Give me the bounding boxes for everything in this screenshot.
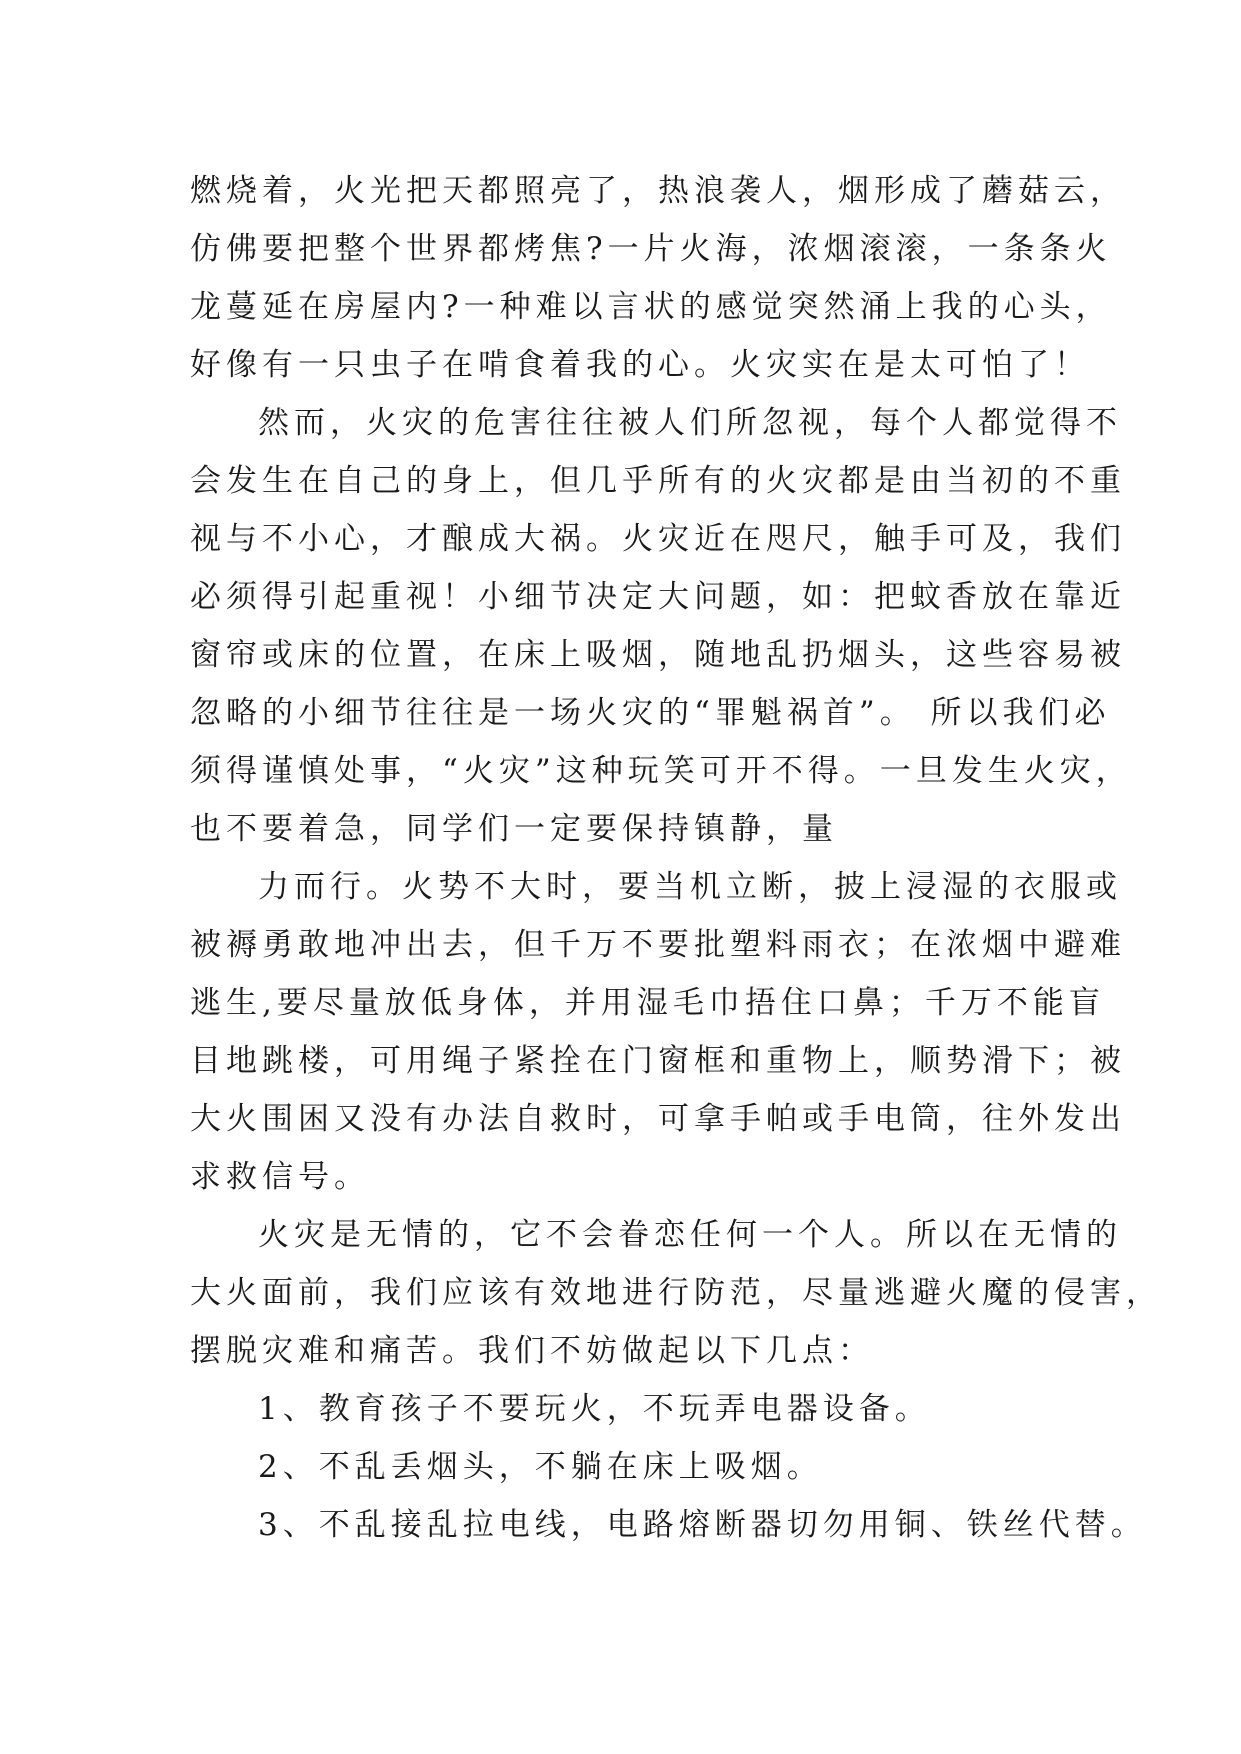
text-line: 目地跳楼，可用绳子紧拴在门窗框和重物上，顺势滑下；被 [190,1043,1126,1079]
text-line: 须得谨慎处事，“火灾”这种玩笑可开不得。一旦发生火灾， [190,753,1132,789]
text-line: 大火围困又没有办法自救时，可拿手帕或手电筒，往外发出 [190,1101,1126,1137]
text-line: 被褥勇敢地冲出去，但千万不要批塑料雨衣；在浓烟中避难 [190,927,1126,963]
text-line: 窗帘或床的位置，在床上吸烟，随地乱扔烟头，这些容易被 [190,637,1126,673]
body-text [190,162,1162,1554]
text-line: 逃生,要尽量放低身体，并用湿毛巾捂住口鼻；千万不能盲 [190,985,1105,1021]
list-item: 3、不乱接乱拉电线，电路熔断器切勿用铜、铁丝代替。 [258,1507,1147,1543]
paragraph-first-line: 然而，火灾的危害往往被人们所忽视，每个人都觉得不 [258,405,1122,441]
text-line: 大火面前，我们应该有效地进行防范，尽量逃避火魔的侵害， [190,1275,1162,1311]
text-line: 忽略的小细节往往是一场火灾的“罪魁祸首”。 所以我们必 [190,695,1111,731]
paragraph-first-line: 火灾是无情的，它不会眷恋任何一个人。所以在无情的 [258,1217,1122,1253]
paragraph-first-line: 力而行。火势不大时，要当机立断，披上浸湿的衣服或 [258,869,1122,905]
list-item: 1、教育孩子不要玩火，不玩弄电器设备。 [258,1391,931,1427]
text-line: 必须得引起重视！小细节决定大问题，如：把蚊香放在靠近 [190,579,1126,615]
text-line: 视与不小心，才酿成大祸。火灾近在咫尺，触手可及，我们 [190,521,1126,557]
text-line: 仿佛要把整个世界都烤焦?一片火海，浓烟滚滚，一条条火 [190,231,1112,267]
text-line: 龙蔓延在房屋内?一种难以言状的感觉突然涌上我的心头， [190,289,1112,325]
list-item: 2、不乱丢烟头，不躺在床上吸烟。 [258,1449,823,1485]
text-line: 好像有一只虫子在啃食着我的心。火灾实在是太可怕了！ [190,347,1090,383]
text-line: 会发生在自己的身上，但几乎所有的火灾都是由当初的不重 [190,463,1126,499]
text-line: 摆脱灾难和痛苦。我们不妨做起以下几点： [190,1333,874,1369]
text-line: 也不要着急，同学们一定要保持镇静，量 [190,811,838,847]
text-line: 求救信号。 [190,1159,370,1195]
text-line: 燃烧着，火光把天都照亮了，热浪袭人，烟形成了蘑菇云， [190,173,1126,209]
